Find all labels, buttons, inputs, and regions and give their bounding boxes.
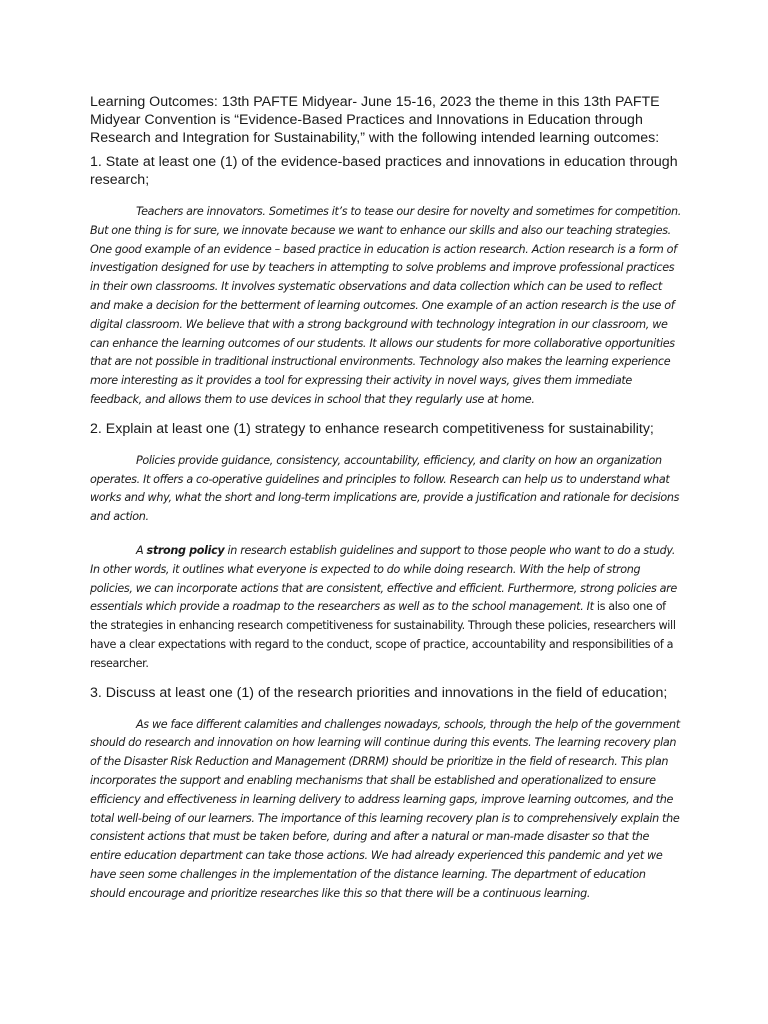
outcome-3-heading: 3. Discuss at least one (1) of the research priorities and innovations in the field of education; [90, 684, 668, 701]
outcome-2-paragraph-2 [90, 542, 682, 674]
outcome-1-paragraph: Teachers are innovators. Sometimes it’s to tease our desire for novelty and sometimes for competition. But one thing is for sure, we innovate because we want to enhance our skills and also our teaching strategies. One good example of an evidence – based practice in education is action research. Action research is a form of investigation designed for use by teachers in attempting to solve problems and improve professional practices in their own classrooms. It involves systematic observations and data collection which can be used to reflect and make a decision for the betterment of learning outcomes. One example of an action research is the use of digital classroom. We believe that with a strong background with technology integration in our classroom, we can enhance the learning outcomes of our students. It allows our students for more collaborative opportunities that are not possible in traditional instructional environments. Technology also makes the learning experience more interesting as it provides a tool for expressing their activity in novel ways, gives them immediate feedback, and allows them to use devices in school that they regularly use at home. [90, 205, 681, 406]
strong-policy-term: strong policy [146, 543, 225, 557]
para2-plain: is also one of the strategies in enhancing research competitiveness for sustainability. Through these policies, researchers will have a clear expectations with regard to the conduct, scope of practice, accountability and responsibilities of a researcher. [90, 600, 676, 670]
outcome-1-heading: 1. State at least one (1) of the evidence-based practices and innovations in education through research; [90, 154, 678, 188]
document-page [90, 93, 682, 904]
para2-italic: in research establish guidelines and support to those people who want to do a study. In other words, it outlines what everyone is expected to do while doing research. With the help of strong policies, we can incorporate actions that are consistent, effective and efficient. Furthermore, strong policies are essentials which provide a roadmap to the researchers as well as to the school management. It [90, 543, 677, 614]
para2-start: A [136, 543, 147, 557]
outcome-2-heading: 2. Explain at least one (1) strategy to enhance research competitiveness for sustainability; [90, 420, 654, 437]
outcome-3-paragraph: As we face different calamities and challenges nowadays, schools, through the help of the government should do research and innovation on how learning will continue during this events. The learning recovery plan of the Disaster Risk Reduction and Management (DRRM) should be prioritize in the field of research. This plan incorporates the support and enabling mechanisms that shall be established and operationalized to ensure efficiency and effectiveness in learning delivery to address learning gaps, improve learning outcomes, and the total well-being of our learners. The importance of this learning recovery plan is to comprehensively explain the consistent actions that must be taken before, during and after a natural or man-made disaster so that the entire education department can take those actions. We had already experienced this pandemic and yet we have seen some challenges in the implementation of the distance learning. The department of education should encourage and prioritize researches like this so that there will be a continuous learning. [90, 717, 680, 900]
intro-paragraph: Learning Outcomes: 13th PAFTE Midyear- June 15-16, 2023 the theme in this 13th PAFTE Midyear Convention is “Evidence-Based Practices and Innovations in Education through Research and Integration for Sustainability,” with the following intended learning outcomes: [90, 94, 660, 146]
outcome-2-paragraph-1: Policies provide guidance, consistency, accountability, efficiency, and clarity on how an organization operates. It offers a co-operative guidelines and principles to follow. Research can help us to understand what works and why, what the short and long-term implications are, provide a justification and rationale for decisions and action. [90, 453, 680, 524]
